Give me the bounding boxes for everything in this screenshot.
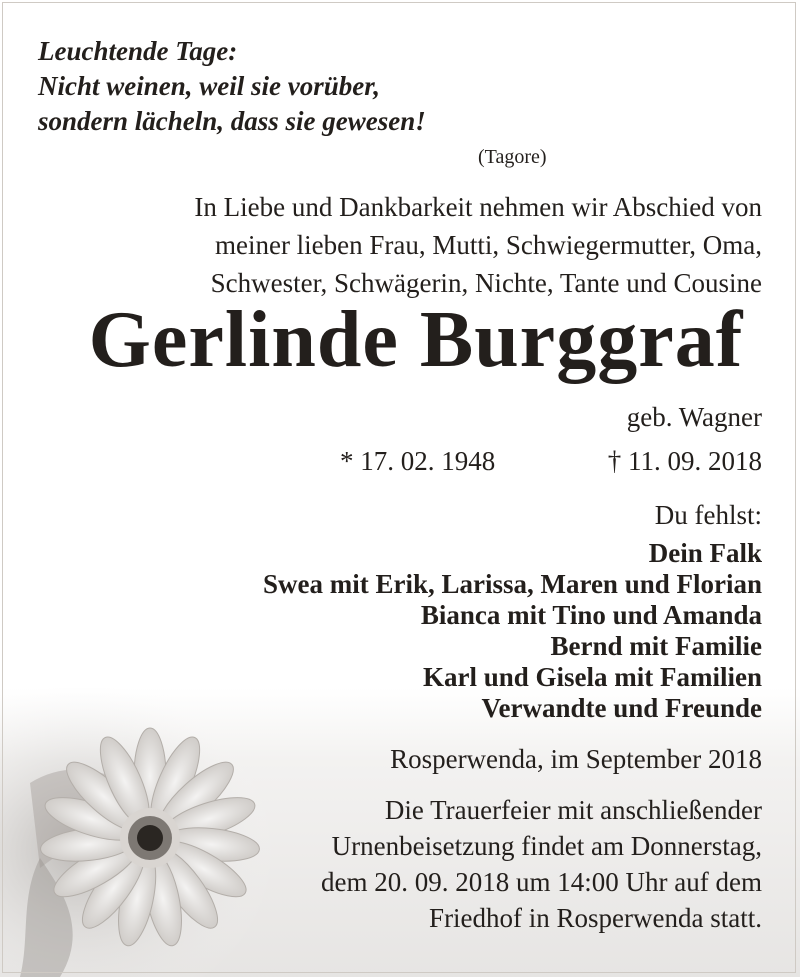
birth-date: * 17. 02. 1948 — [340, 446, 496, 476]
mourner-line: Verwandte und Freunde — [481, 693, 762, 723]
place-and-date: Rosperwenda, im September 2018 — [390, 744, 762, 774]
motto-line: sondern lächeln, dass sie gewesen! — [38, 106, 426, 136]
ceremony-line: Die Trauerfeier mit anschließender — [384, 795, 762, 825]
maiden-name: geb. Wagner — [626, 402, 762, 432]
mourner-line: Karl und Gisela mit Familien — [422, 662, 762, 692]
motto-line: Leuchtende Tage: — [38, 36, 238, 66]
motto-line: Nicht weinen, weil sie vorüber, — [38, 71, 381, 101]
motto-quote — [38, 34, 426, 139]
motto-attribution: (Tagore) — [478, 146, 547, 168]
mourners-list — [263, 538, 762, 724]
mourner-line: Bianca mit Tino und Amanda — [420, 600, 762, 630]
ceremony-info — [321, 792, 762, 936]
death-date: † 11. 09. 2018 — [607, 446, 762, 476]
intro-line: In Liebe und Dankbarkeit nehmen wir Abschied von — [194, 192, 762, 222]
ceremony-line: Urnenbeisetzung findet am Donnerstag, — [331, 831, 762, 861]
mourner-line: Bernd mit Familie — [550, 631, 762, 661]
mourner-line: Swea mit Erik, Larissa, Maren und Florian — [262, 569, 762, 599]
intro-text — [194, 188, 762, 302]
deceased-name: Gerlinde Burggraf — [88, 296, 744, 384]
mourners-heading: Du fehlst: — [654, 500, 762, 530]
ceremony-line: dem 20. 09. 2018 um 14:00 Uhr auf dem — [321, 867, 762, 897]
intro-line: Schwester, Schwägerin, Nichte, Tante und Cousine — [210, 268, 762, 298]
mourner-line: Dein Falk — [648, 538, 762, 568]
intro-line: meiner lieben Frau, Mutti, Schwiegermutter, Oma, — [214, 230, 762, 260]
ceremony-line: Friedhof in Rosperwenda statt. — [429, 903, 762, 933]
